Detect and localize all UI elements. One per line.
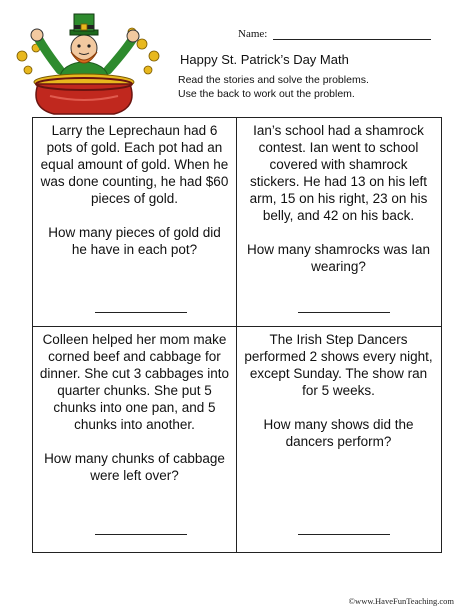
copyright-footer: ©www.HaveFunTeaching.com [348, 596, 454, 606]
name-field[interactable] [238, 28, 438, 42]
instruction-line: Use the back to work out the problem. [178, 88, 355, 100]
instructions [178, 73, 369, 101]
problem-grid [32, 117, 442, 553]
instruction-line: Read the stories and solve the problems. [178, 74, 369, 86]
leprechaun-pot-of-gold-icon [14, 8, 164, 118]
worksheet-title: Happy St. Patrick’s Day Math [180, 52, 349, 67]
problem-cell [237, 327, 440, 454]
problem-story: The Irish Step Dancers performed 2 shows every night, except Sunday. The show ran for 5 weeks. [244, 332, 433, 398]
answer-line[interactable] [95, 312, 187, 313]
answer-line[interactable] [298, 312, 390, 313]
problem-story: Ian’s school had a shamrock contest. Ian went to school covered with shamrock stickers. He had 13 on his left arm, 15 on his right, 23 on his belly, and 42 on his back. [249, 123, 428, 223]
problem-cell [33, 327, 236, 488]
problem-question: How many chunks of cabbage were left over? [44, 451, 225, 483]
problem-question: How many pieces of gold did he have in each pot? [48, 225, 221, 257]
name-label: Name: [238, 28, 268, 40]
problem-question: How many shamrocks was Ian wearing? [246, 242, 431, 274]
problem-story: Colleen helped her mom make corned beef and cabbage for dinner. She cut 3 cabbages into quarter chunks. She put 5 chunks into one pan, and 5 chunks into another. [39, 332, 230, 432]
problem-cell [237, 118, 440, 279]
answer-line[interactable] [95, 534, 187, 535]
answer-line[interactable] [298, 534, 390, 535]
name-line[interactable] [273, 39, 431, 40]
problem-story: Larry the Leprechaun had 6 pots of gold. Each pot had an equal amount of gold. When he was done counting, he had $60 pieces of gold. [40, 123, 229, 206]
problem-question: How many shows did the dancers perform? [263, 417, 414, 449]
problem-cell [33, 118, 236, 262]
